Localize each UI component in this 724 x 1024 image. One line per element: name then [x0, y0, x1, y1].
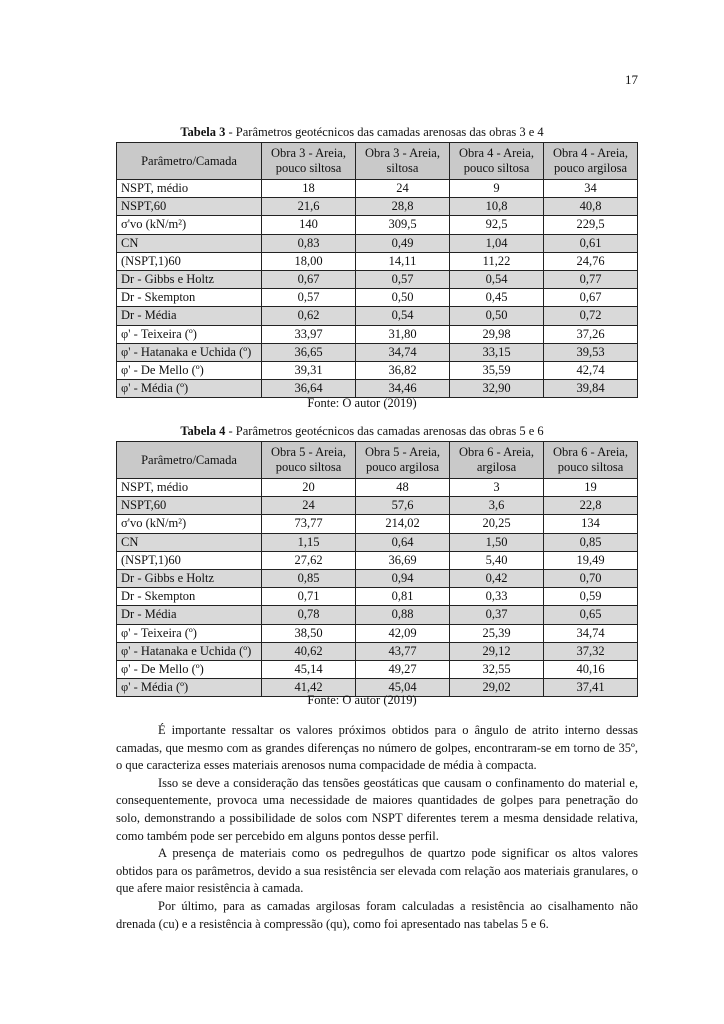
value-cell: 134 — [544, 515, 638, 533]
param-cell: (NSPT,1)60 — [117, 252, 262, 270]
paragraph: A presença de materiais como os pedregulhos de quartzo pode significar os altos valores obtidos para os parâmetros, devido a sua resistência ser elevada com relação aos materiais granulares, o que afere maior resistência à camada. — [116, 846, 638, 896]
value-cell: 24 — [262, 497, 356, 515]
value-cell: 40,8 — [544, 198, 638, 216]
table3-header-row — [117, 143, 638, 180]
value-cell: 0,57 — [356, 270, 450, 288]
value-cell: 1,50 — [450, 533, 544, 551]
table3-header-col3: Obra 4 - Areia, pouco siltosa — [450, 143, 544, 180]
value-cell: 0,78 — [262, 606, 356, 624]
value-cell: 0,57 — [262, 289, 356, 307]
table3-header-param: Parâmetro/Camada — [117, 143, 262, 180]
value-cell: 29,02 — [450, 679, 544, 697]
value-cell: 32,90 — [450, 380, 544, 398]
value-cell: 57,6 — [356, 497, 450, 515]
param-cell: φ' - Hatanaka e Uchida (º) — [117, 343, 262, 361]
table-row — [117, 270, 638, 288]
value-cell: 32,55 — [450, 660, 544, 678]
value-cell: 0,50 — [450, 307, 544, 325]
value-cell: 18 — [262, 180, 356, 198]
value-cell: 34,46 — [356, 380, 450, 398]
table3 — [116, 142, 638, 398]
value-cell: 34,74 — [544, 624, 638, 642]
value-cell: 20 — [262, 479, 356, 497]
value-cell: 10,8 — [450, 198, 544, 216]
value-cell: 0,37 — [450, 606, 544, 624]
param-cell: φ' - Média (º) — [117, 679, 262, 697]
value-cell: 0,67 — [262, 270, 356, 288]
value-cell: 24 — [356, 180, 450, 198]
value-cell: 0,77 — [544, 270, 638, 288]
param-cell: Dr - Gibbs e Holtz — [117, 569, 262, 587]
value-cell: 20,25 — [450, 515, 544, 533]
table4-header-param: Parâmetro/Camada — [117, 442, 262, 479]
table-row — [117, 497, 638, 515]
value-cell: 36,69 — [356, 551, 450, 569]
table-row — [117, 588, 638, 606]
value-cell: 33,15 — [450, 343, 544, 361]
value-cell: 0,83 — [262, 234, 356, 252]
value-cell: 33,97 — [262, 325, 356, 343]
value-cell: 0,49 — [356, 234, 450, 252]
table4-caption-label: Tabela 4 — [180, 424, 226, 438]
table4-header-col3: Obra 6 - Areia, argilosa — [450, 442, 544, 479]
value-cell: 43,77 — [356, 642, 450, 660]
param-cell: NSPT, médio — [117, 479, 262, 497]
value-cell: 0,72 — [544, 307, 638, 325]
table3-source: Fonte: O autor (2019) — [307, 396, 417, 410]
param-cell: CN — [117, 533, 262, 551]
table4-header-row — [117, 442, 638, 479]
value-cell: 0,70 — [544, 569, 638, 587]
value-cell: 0,94 — [356, 569, 450, 587]
value-cell: 39,31 — [262, 361, 356, 379]
value-cell: 34 — [544, 180, 638, 198]
param-cell: Dr - Média — [117, 307, 262, 325]
value-cell: 0,33 — [450, 588, 544, 606]
table-row — [117, 234, 638, 252]
value-cell: 39,53 — [544, 343, 638, 361]
value-cell: 37,26 — [544, 325, 638, 343]
value-cell: 31,80 — [356, 325, 450, 343]
table-row — [117, 289, 638, 307]
value-cell: 14,11 — [356, 252, 450, 270]
param-cell: NSPT,60 — [117, 497, 262, 515]
value-cell: 11,22 — [450, 252, 544, 270]
table-row — [117, 624, 638, 642]
value-cell: 5,40 — [450, 551, 544, 569]
value-cell: 45,14 — [262, 660, 356, 678]
value-cell: 0,59 — [544, 588, 638, 606]
table-row — [117, 642, 638, 660]
param-cell: σ'vo (kN/m²) — [117, 216, 262, 234]
page-number: 17 — [625, 72, 638, 87]
param-cell: Dr - Skempton — [117, 588, 262, 606]
value-cell: 21,6 — [262, 198, 356, 216]
value-cell: 29,12 — [450, 642, 544, 660]
table-row — [117, 325, 638, 343]
table3-header-col2: Obra 3 - Areia, siltosa — [356, 143, 450, 180]
param-cell: CN — [117, 234, 262, 252]
param-cell: φ' - De Mello (º) — [117, 660, 262, 678]
param-cell: φ' - Teixeira (º) — [117, 624, 262, 642]
value-cell: 18,00 — [262, 252, 356, 270]
value-cell: 0,71 — [262, 588, 356, 606]
table-row — [117, 533, 638, 551]
table4-caption — [0, 424, 724, 439]
value-cell: 3 — [450, 479, 544, 497]
value-cell: 1,04 — [450, 234, 544, 252]
value-cell: 42,09 — [356, 624, 450, 642]
value-cell: 9 — [450, 180, 544, 198]
value-cell: 38,50 — [262, 624, 356, 642]
value-cell: 41,42 — [262, 679, 356, 697]
table4 — [116, 441, 638, 697]
table-row — [117, 216, 638, 234]
paragraph: Por último, para as camadas argilosas foram calculadas a resistência ao cisalhamento não drenada (cu) e a resistência à compressão (qu), como foi apresentado nas tabelas 5 e 6. — [116, 898, 638, 931]
table-row — [117, 180, 638, 198]
table-row — [117, 307, 638, 325]
value-cell: 37,41 — [544, 679, 638, 697]
table-row — [117, 515, 638, 533]
value-cell: 40,62 — [262, 642, 356, 660]
table-row — [117, 606, 638, 624]
table-row — [117, 343, 638, 361]
table-row — [117, 569, 638, 587]
value-cell: 0,45 — [450, 289, 544, 307]
value-cell: 0,85 — [262, 569, 356, 587]
value-cell: 0,54 — [450, 270, 544, 288]
table4-header-col4: Obra 6 - Areia, pouco siltosa — [544, 442, 638, 479]
value-cell: 0,61 — [544, 234, 638, 252]
table-row — [117, 198, 638, 216]
table4-header-col2: Obra 5 - Areia, pouco argilosa — [356, 442, 450, 479]
value-cell: 309,5 — [356, 216, 450, 234]
value-cell: 22,8 — [544, 497, 638, 515]
table-row — [117, 479, 638, 497]
value-cell: 25,39 — [450, 624, 544, 642]
table3-header-col4: Obra 4 - Areia, pouco argilosa — [544, 143, 638, 180]
table4-caption-text: - Parâmetros geotécnicos das camadas arenosas das obras 5 e 6 — [225, 424, 544, 438]
value-cell: 48 — [356, 479, 450, 497]
value-cell: 0,88 — [356, 606, 450, 624]
param-cell: (NSPT,1)60 — [117, 551, 262, 569]
value-cell: 214,02 — [356, 515, 450, 533]
value-cell: 0,50 — [356, 289, 450, 307]
table4-header-col1: Obra 5 - Areia, pouco siltosa — [262, 442, 356, 479]
value-cell: 36,65 — [262, 343, 356, 361]
value-cell: 1,15 — [262, 533, 356, 551]
param-cell: φ' - Hatanaka e Uchida (º) — [117, 642, 262, 660]
value-cell: 39,84 — [544, 380, 638, 398]
param-cell: Dr - Gibbs e Holtz — [117, 270, 262, 288]
value-cell: 36,64 — [262, 380, 356, 398]
value-cell: 0,42 — [450, 569, 544, 587]
value-cell: 28,8 — [356, 198, 450, 216]
table3-caption-text: - Parâmetros geotécnicos das camadas arenosas das obras 3 e 4 — [225, 125, 544, 139]
value-cell: 42,74 — [544, 361, 638, 379]
table-row — [117, 252, 638, 270]
table4-source: Fonte: O autor (2019) — [307, 693, 417, 707]
value-cell: 36,82 — [356, 361, 450, 379]
value-cell: 0,65 — [544, 606, 638, 624]
table-row — [117, 660, 638, 678]
value-cell: 92,5 — [450, 216, 544, 234]
table-row — [117, 361, 638, 379]
param-cell: NSPT, médio — [117, 180, 262, 198]
value-cell: 19,49 — [544, 551, 638, 569]
value-cell: 49,27 — [356, 660, 450, 678]
value-cell: 0,67 — [544, 289, 638, 307]
value-cell: 229,5 — [544, 216, 638, 234]
table3-header-col1: Obra 3 - Areia, pouco siltosa — [262, 143, 356, 180]
value-cell: 40,16 — [544, 660, 638, 678]
param-cell: φ' - Teixeira (º) — [117, 325, 262, 343]
value-cell: 29,98 — [450, 325, 544, 343]
value-cell: 0,85 — [544, 533, 638, 551]
value-cell: 19 — [544, 479, 638, 497]
value-cell: 35,59 — [450, 361, 544, 379]
value-cell: 73,77 — [262, 515, 356, 533]
value-cell: 45,04 — [356, 679, 450, 697]
value-cell: 24,76 — [544, 252, 638, 270]
table3-caption-label: Tabela 3 — [180, 125, 226, 139]
paragraph: É importante ressaltar os valores próximos obtidos para o ângulo de atrito interno dessas camadas, que mesmo com as grandes diferenças no número de golpes, encontraram-se em torno de 35º, o que caracteriza esses materiais arenosos numa compacidade de média à compacta. — [116, 723, 638, 773]
param-cell: NSPT,60 — [117, 198, 262, 216]
value-cell: 3,6 — [450, 497, 544, 515]
value-cell: 0,62 — [262, 307, 356, 325]
table-row — [117, 551, 638, 569]
value-cell: 0,64 — [356, 533, 450, 551]
table3-caption — [0, 125, 724, 140]
value-cell: 0,81 — [356, 588, 450, 606]
param-cell: σ'vo (kN/m²) — [117, 515, 262, 533]
param-cell: φ' - Média (º) — [117, 380, 262, 398]
body-text — [116, 722, 638, 933]
param-cell: Dr - Média — [117, 606, 262, 624]
param-cell: φ' - De Mello (º) — [117, 361, 262, 379]
value-cell: 27,62 — [262, 551, 356, 569]
value-cell: 34,74 — [356, 343, 450, 361]
value-cell: 140 — [262, 216, 356, 234]
value-cell: 0,54 — [356, 307, 450, 325]
param-cell: Dr - Skempton — [117, 289, 262, 307]
paragraph: Isso se deve a consideração das tensões geostáticas que causam o confinamento do material e, consequentemente, provoca uma necessidade de maiores quantidades de golpes para penetração do solo, demonstrando a possibilidade de solos com NSPT diferentes terem a mesma densidade relativa, como também pode ser percebido em alguns pontos desse perfil. — [116, 775, 638, 843]
value-cell: 37,32 — [544, 642, 638, 660]
